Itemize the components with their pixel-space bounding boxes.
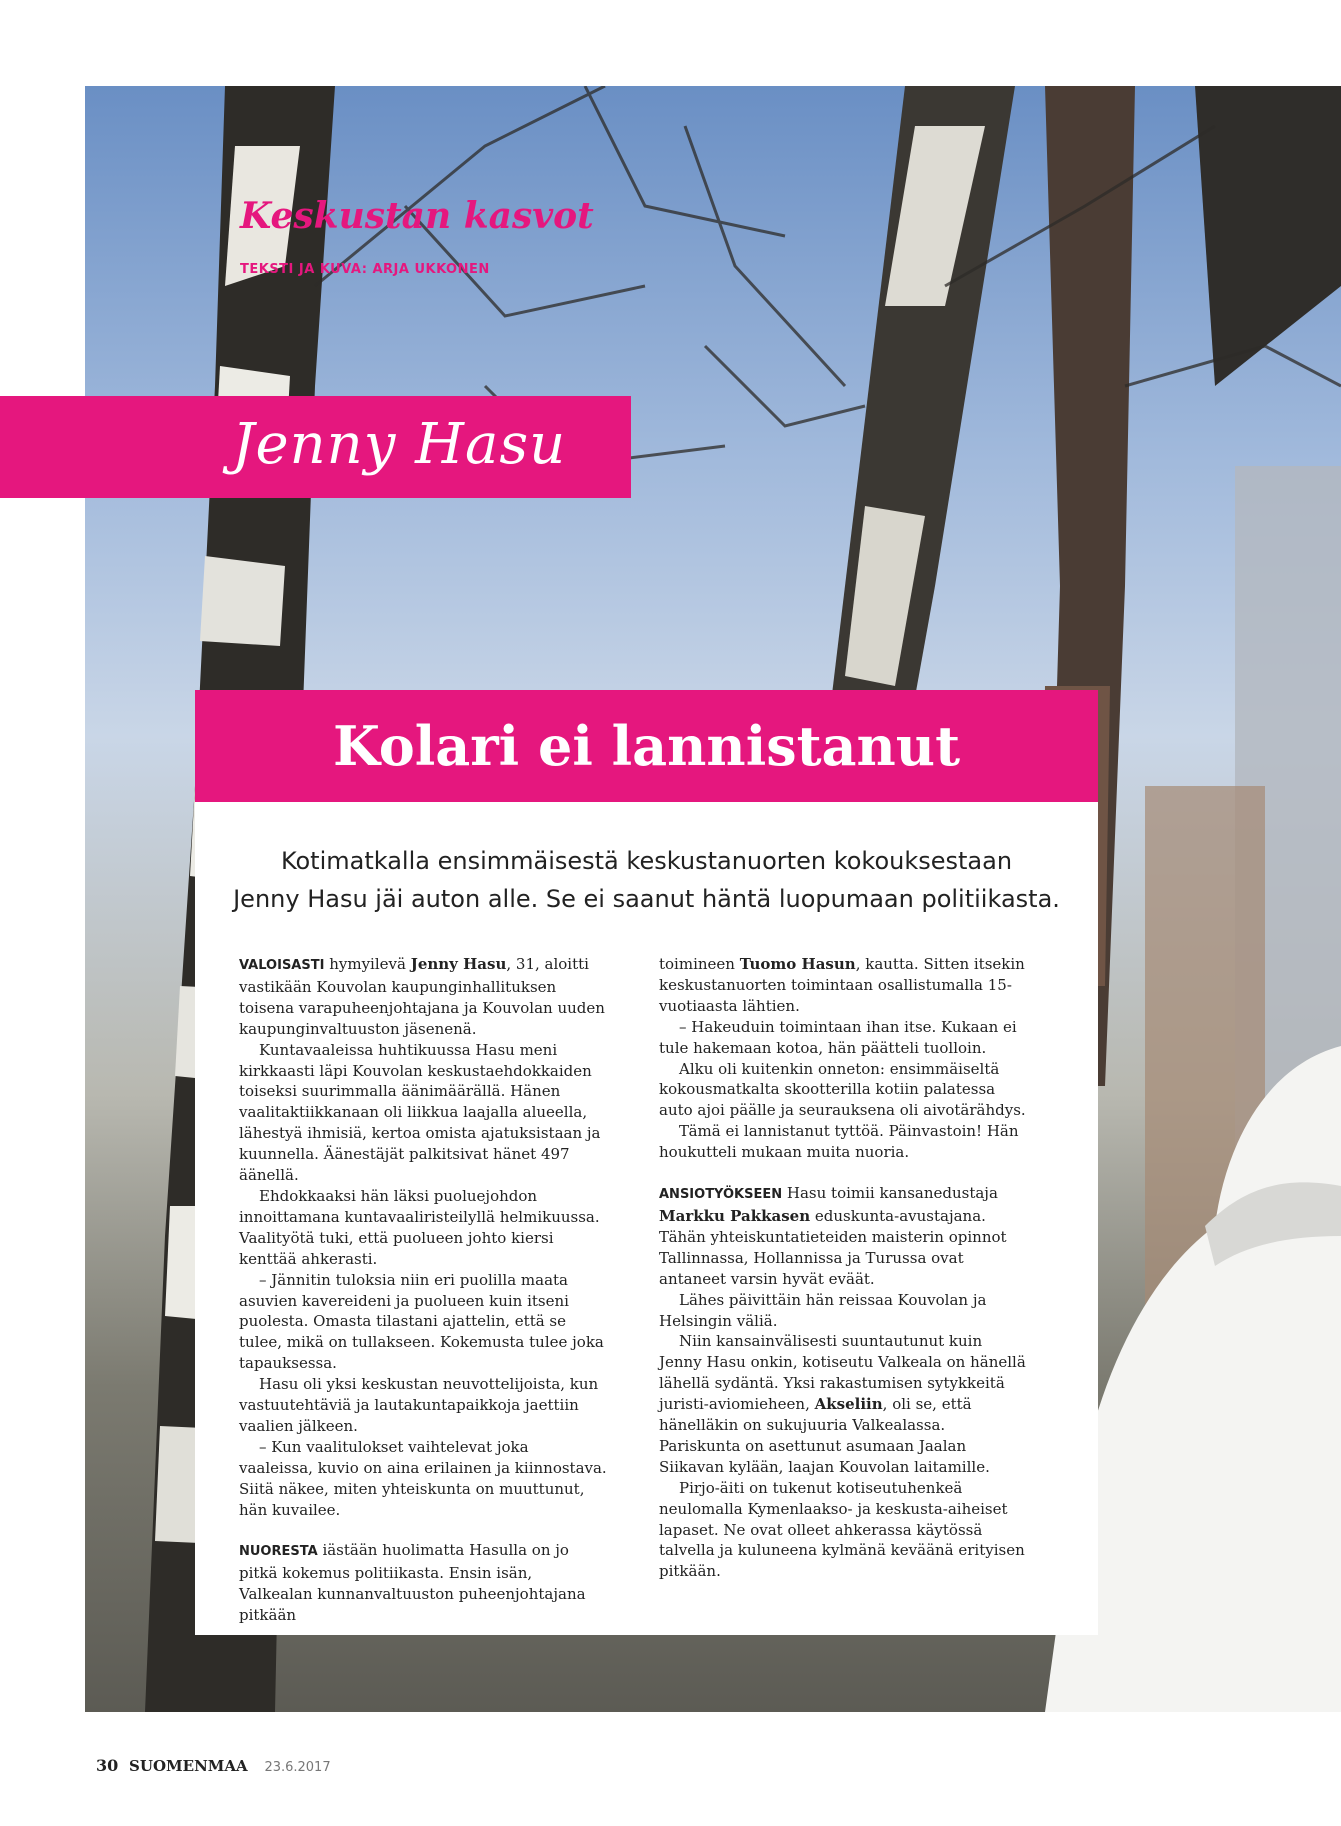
person-name-bold: Tuomo Hasun — [739, 955, 856, 973]
paragraph: Pirjo-äiti on tukenut kotiseutuhenkeä neulomalla Kymenlaakso- ja keskusta-aiheiset lapaset. Ne ovat olleet ahkerassa käytössä talvella ja kuluneena kylmänä keväänä erityisen pitkään. — [659, 1478, 1025, 1581]
paragraph: – Kun vaalitulokset vaihtelevat joka vaaleissa, kuvio on aina erilainen ja kiinnostava. Siitä näkee, miten yhteiskunta on muuttunut, hän kuvailee. — [239, 1437, 607, 1519]
paragraph: Lähes päivittäin hän reissaa Kouvolan ja Helsingin väliä. — [659, 1290, 987, 1330]
paragraph: NUORESTA iästään huolimatta Hasulla on jo pitkä kokemus politiikasta. Ensin isän, Valkealan kunnanvaltuuston puheenjohtajana pitkään — [239, 1541, 586, 1625]
article-box — [195, 802, 1098, 1635]
byline-credit: TEKSTI JA KUVA: ARJA UKKONEN — [240, 262, 490, 277]
lead-line-1: Kotimatkalla ensimmäisestä keskustanuorten kokouksestaan — [280, 847, 1013, 875]
person-name-bold: Akseliin — [814, 1395, 883, 1414]
text-column-right — [659, 954, 1027, 1582]
magazine-name: SUOMENMAA — [129, 1757, 248, 1775]
person-name-banner — [0, 396, 631, 498]
paragraph: Alku oli kuitenkin onneton: ensimmäiseltä kokousmatkalta skootterilla kotiin palatessa auto ajoi päälle ja seurauksena oli aivotärähdys. — [659, 1059, 1026, 1120]
paragraph: VALOISASTI hymyilevä Jenny Hasu, 31, aloitti vastikään Kouvolan kaupunginhallituksen toisena varapuheenjohtajana ja Kouvolan uuden kaupunginvaltuuston jäsenenä. — [239, 955, 605, 1038]
lead-in-caps: VALOISASTI — [239, 958, 325, 973]
paragraph: Kuntavaaleissa huhtikuussa Hasu meni kirkkaasti läpi Kouvolan keskustaehdokkaiden toiseksi suurimmalla äänimäärällä. Hänen vaalitaktiikkanaan oli liikkua laajalla alueella, lähestyä ihmisiä, kertoa omista ajatuksistaan ja kuunnella. Äänestäjät palkitsivat hänet 497 äänellä. — [239, 1040, 601, 1185]
page-number: 30 — [96, 1756, 119, 1775]
section-title: Keskustan kasvot — [240, 195, 594, 237]
lead-in-caps: ANSIOTYÖKSEEN — [659, 1187, 783, 1203]
paragraph: – Jännitin tuloksia niin eri puolilla maata asuvien kavereideni ja puolueen kuin itseni puolesta. Omasta tilastani ajattelin, että se tulee, mikä on tullakseen. Kokemusta tulee joka tapauksessa. — [239, 1270, 604, 1373]
headline: Kolari ei lannistanut — [332, 714, 961, 778]
lead-line-2: Jenny Hasu jäi auton alle. Se ei saanut häntä luopumaan politiikasta. — [233, 885, 1060, 913]
headline-band — [195, 690, 1098, 802]
person-name: Jenny Hasu — [232, 412, 567, 477]
paragraph: ANSIOTYÖKSEEN Hasu toimii kansanedustaja Markku Pakkasen eduskunta-avustajana. Tähän yhteiskuntatieteiden maisterin opinnot Tallinnassa, Hollannissa ja Turussa ovat antaneet varsin hyvät eväät. — [659, 1184, 1007, 1288]
person-name-bold: Jenny Hasu — [410, 955, 507, 973]
paragraph: Hasu oli yksi keskustan neuvottelijoista, kun vastuutehtäviä ja lautakuntapaikkoja jaettiin vaalien jälkeen. — [239, 1375, 599, 1435]
issue-date: 23.6.2017 — [264, 1760, 331, 1775]
page-footer — [96, 1756, 331, 1775]
paragraph: – Hakeuduin toimintaan ihan itse. Kukaan ei tule hakemaan kotoa, hän päätteli tuolloin. — [659, 1017, 1017, 1057]
text-column-left — [239, 954, 607, 1626]
lead-in-caps: NUORESTA — [239, 1544, 318, 1560]
paragraph: toimineen Tuomo Hasun, kautta. Sitten itsekin keskustanuorten toimintaan osallistumalla 15-vuotiaasta lähtien. — [659, 955, 1025, 1015]
paragraph: Niin kansainvälisesti suuntautunut kuin Jenny Hasu onkin, kotiseutu Valkeala on hänellä lähellä sydäntä. Yksi rakastumisen sytykkeitä juristi-aviomieheen, Akseliin, oli se, että hänelläkin on sukujuuria Valkealassa. Pariskunta on asettunut asumaan Jaalan Siikavan kylään, laajan Kouvolan laitamille. — [659, 1332, 1026, 1476]
paragraph: Ehdokkaaksi hän läksi puoluejohdon innoittamana kuntavaaliristeilyllä helmikuussa. Vaalityötä tuki, että puolueen johto kiersi kenttää ahkerasti. — [239, 1186, 600, 1268]
lead-paragraph — [195, 842, 1098, 918]
person-name-bold: Markku Pakkasen — [659, 1206, 811, 1225]
paragraph: Tämä ei lannistanut tyttöä. Päinvastoin! Hän houkutteli mukaan muita nuoria. — [659, 1122, 1019, 1162]
